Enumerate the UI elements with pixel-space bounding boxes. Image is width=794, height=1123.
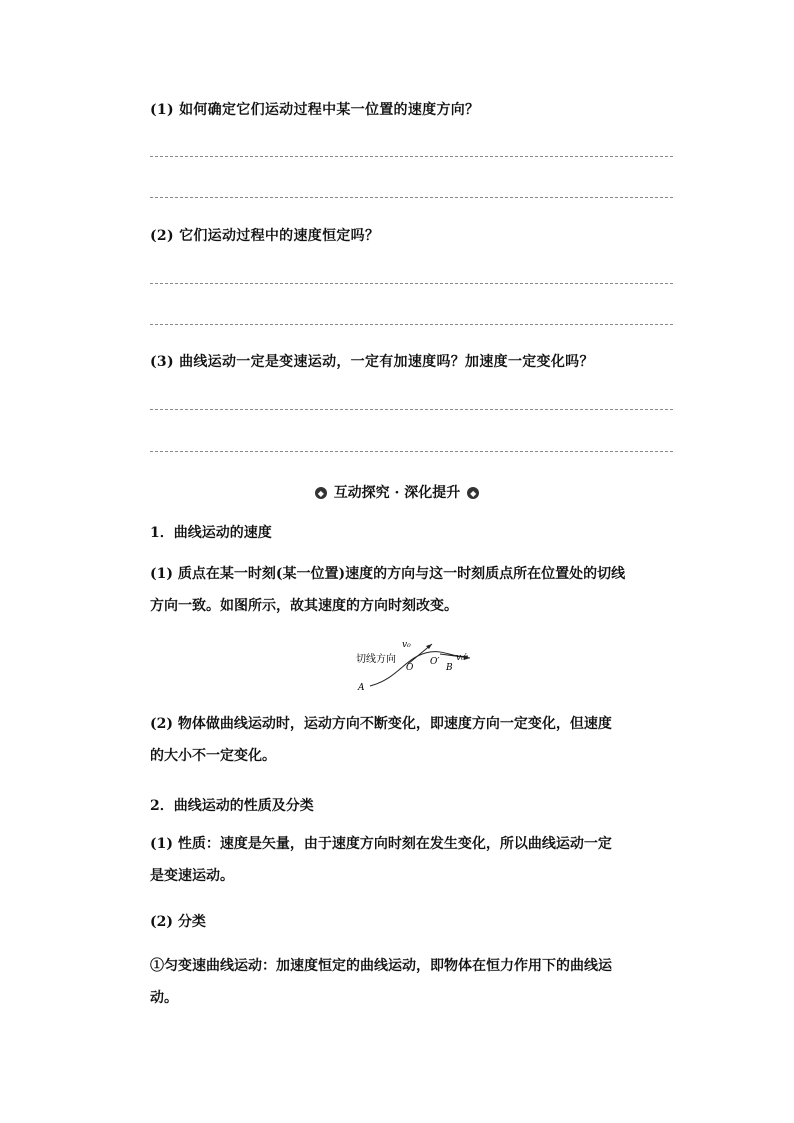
point-O-prime-label: O′ <box>430 657 440 667</box>
paragraph-line: ①匀变速曲线运动：加速度恒定的曲线运动，即物体在恒力作用下的曲线运 <box>150 958 612 974</box>
answer-line <box>150 197 673 198</box>
answer-line <box>150 324 673 325</box>
topic-1-paragraph-1 <box>150 558 675 622</box>
paragraph-line: (1) 性质：速度是矢量，由于速度方向时刻在发生变化，所以曲线运动一定 <box>150 836 612 852</box>
point-B-label: B <box>446 663 453 673</box>
paragraph-line: (1) 质点在某一时刻(某一位置)速度的方向与这一时刻质点所在位置处的切线 <box>150 566 626 582</box>
paragraph-line: 动。 <box>150 990 178 1006</box>
paragraph-line: 的大小不一定变化。 <box>150 748 276 764</box>
paragraph-line: (2) 物体做曲线运动时，运动方向不断变化，即速度方向一定变化，但速度 <box>150 716 612 732</box>
v0-prime-label: v₀′ <box>456 653 467 663</box>
point-A-label: A <box>358 683 365 693</box>
section-heading <box>0 482 794 502</box>
point-O-label: O <box>406 663 414 673</box>
topic-2-paragraph-3 <box>150 950 675 1014</box>
topic-1-title: 1．曲线运动的速度 <box>150 525 272 541</box>
question-2: (2) 它们运动过程中的速度恒定吗？ <box>150 228 380 244</box>
answer-line <box>150 156 673 157</box>
topic-2-paragraph-1 <box>150 828 675 892</box>
answer-line <box>150 451 673 452</box>
question-3: (3) 曲线运动一定是变速运动，一定有加速度吗？加速度一定变化吗？ <box>150 354 594 370</box>
v0-label: v₀ <box>402 640 411 650</box>
answer-line <box>150 409 673 410</box>
curve-velocity-figure <box>350 636 490 694</box>
tangent-label: 切线方向 <box>356 654 396 665</box>
topic-1-paragraph-2 <box>150 708 675 772</box>
topic-2-paragraph-2: (2) 分类 <box>150 914 206 930</box>
section-heading-text: 互动探究 · 深化提升 <box>333 485 461 501</box>
question-1: (1) 如何确定它们运动过程中某一位置的速度方向？ <box>150 102 480 118</box>
topic-2-title: 2．曲线运动的性质及分类 <box>150 798 314 814</box>
ornament-right-icon: ◆ <box>467 487 479 499</box>
paragraph-line: 是变速运动。 <box>150 868 234 884</box>
paragraph-line: 方向一致。如图所示，故其速度的方向时刻改变。 <box>150 598 458 614</box>
answer-line <box>150 283 673 284</box>
ornament-left-icon: ◆ <box>315 487 327 499</box>
